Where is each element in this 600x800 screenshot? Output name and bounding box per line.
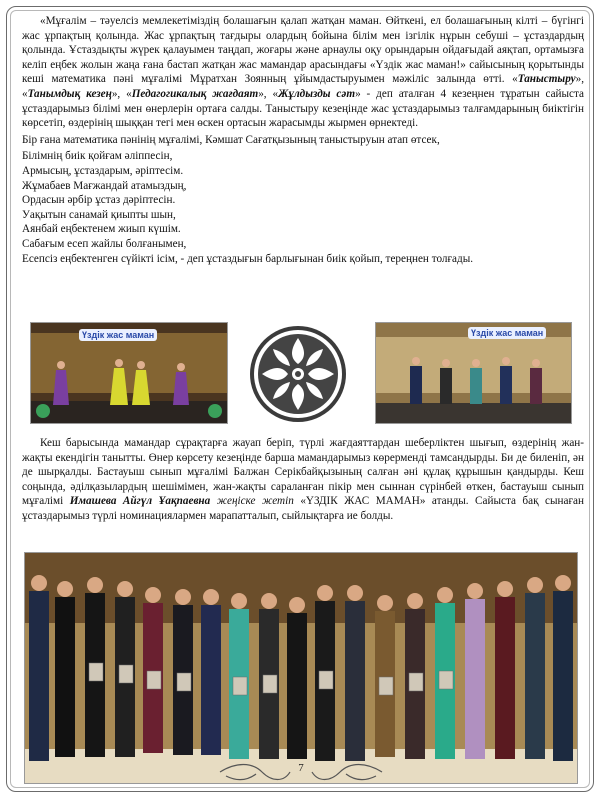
dance-photo bbox=[30, 322, 228, 424]
winner-name: Имашева Айгүл Ұақпаевна bbox=[69, 495, 211, 508]
stage-name-3: Педагогикалық жағдаят bbox=[131, 87, 259, 100]
paragraph-1 bbox=[22, 14, 584, 131]
page-number: 7 bbox=[298, 762, 304, 774]
group-photo-image bbox=[25, 553, 577, 783]
poem-line: Жұмабаев Мағжандай атамыздың, bbox=[22, 179, 187, 192]
stage-name-1: Таныстыру bbox=[517, 73, 576, 86]
poem-line: Армысың, ұстаздарым, әріптесім. bbox=[22, 164, 184, 177]
text-block-top bbox=[22, 14, 584, 266]
paragraph-1-text: «Мұғалім – тәуелсіз мемлекетіміздің болашағын қалап жатқан маман. Өйткені, ел болашағының кілті – бүгінгі жас ұрпақтың қолында. Жас ұрпақтың тағдыры олардың бойына білім мен ізгілік нұрын себуші – ұстаздардың қолында. Ұстаздықты жүрек қалауымен таңдап, жоғары және арнаулы оқу орындарын ойдағыдай аяқтап, ортамызға келіп еңбек жолын жаңа ғана бастап жатқан жас мамандар арасындағы «Үздік жас маман!» сайысының қорытынды кеші математика пәні мұғалімі Мұратхан Зоянның ұйымдастыруымен мәжіліс залында өтті. « bbox=[22, 15, 584, 86]
poem-line: Білімнің биік қойғам әліппесін, bbox=[22, 150, 173, 163]
paragraph-2 bbox=[22, 436, 584, 524]
separator-2: », « bbox=[111, 87, 132, 100]
separator-3: », « bbox=[258, 87, 279, 100]
separator-4: » - bbox=[355, 87, 377, 100]
award-photo bbox=[375, 322, 572, 424]
banner-text-2: Үздік жас маман bbox=[468, 327, 546, 339]
poem-line: Ордасын әрбір ұстаз дәріптесін. bbox=[22, 194, 176, 207]
poem bbox=[22, 149, 584, 266]
group-photo bbox=[24, 552, 578, 784]
poem-line: Аянбай еңбектенем жиып күшім. bbox=[22, 223, 181, 236]
photo-row bbox=[30, 322, 572, 430]
poem-line: Сабағым есеп жайлы болғанымен, bbox=[22, 237, 187, 250]
poem-intro: Бір ғана математика пәнінің мұғалімі, Кәмшат Сағатқызының таныстыруын атап өтсек, bbox=[22, 133, 440, 146]
stage-name-4: Жұлдызды сәт bbox=[278, 87, 356, 100]
winner-phrase: жеңіске жетіп bbox=[216, 495, 294, 508]
paragraph-2-text: Кеш барысында мамандар сұрақтарға жауап беріп, түрлі жағдаяттардан шеберліктен шығып, өздерінің жан-жақты екендігін танытты. Өнер көрсету кезеңінде барша мамандарымыз көрерменді тамсандырды. Би де биленіп, ән де шырқалды. Бастауыш сынып мұғалімі Балжан Серікбайқызының салған әні құлақ құрышын қандырды. Кеш соңында, әділқазылардың шешімімен, жан-жақты сараланған пікір мен сыннан сүрінбей өткен, бастауыш сынып мұғалімі bbox=[22, 437, 584, 508]
poem-line: Уақытын санамай қиыпты шын, bbox=[22, 208, 176, 221]
paragraph-2-text-end: «ҮЗДІК ЖАС МАМАН» атанды. Сайыста бақ сынаған ұстаздарымыз түрлі номинациялармен марапатталып, сыйлықтарға ие болды. bbox=[22, 495, 584, 522]
poem-line: Есепсіз еңбектенген сүйікті ісім, - деп ұстаздығын барлығынан биік қойып, тереңнен толғады. bbox=[22, 252, 474, 265]
ornament-icon bbox=[248, 324, 348, 424]
paragraph-1-text-end: деп аталған 4 кезеңнен тұратын сайыста ұстаздарымыз білімі мен өнерлерін ортаға салды. Таныстыру кезеңінде жас ұстаздарымыз талғамдарының биіктігін көрсетіп, өздерінің шыққан тегі мен өскен ортасын жарасымды жырмен өрнектеді. bbox=[22, 87, 584, 130]
banner-text-1: Үздік жас маман bbox=[79, 329, 157, 341]
separator-1: », « bbox=[22, 73, 584, 100]
stage-name-2: Танымдық кезең bbox=[27, 87, 112, 100]
